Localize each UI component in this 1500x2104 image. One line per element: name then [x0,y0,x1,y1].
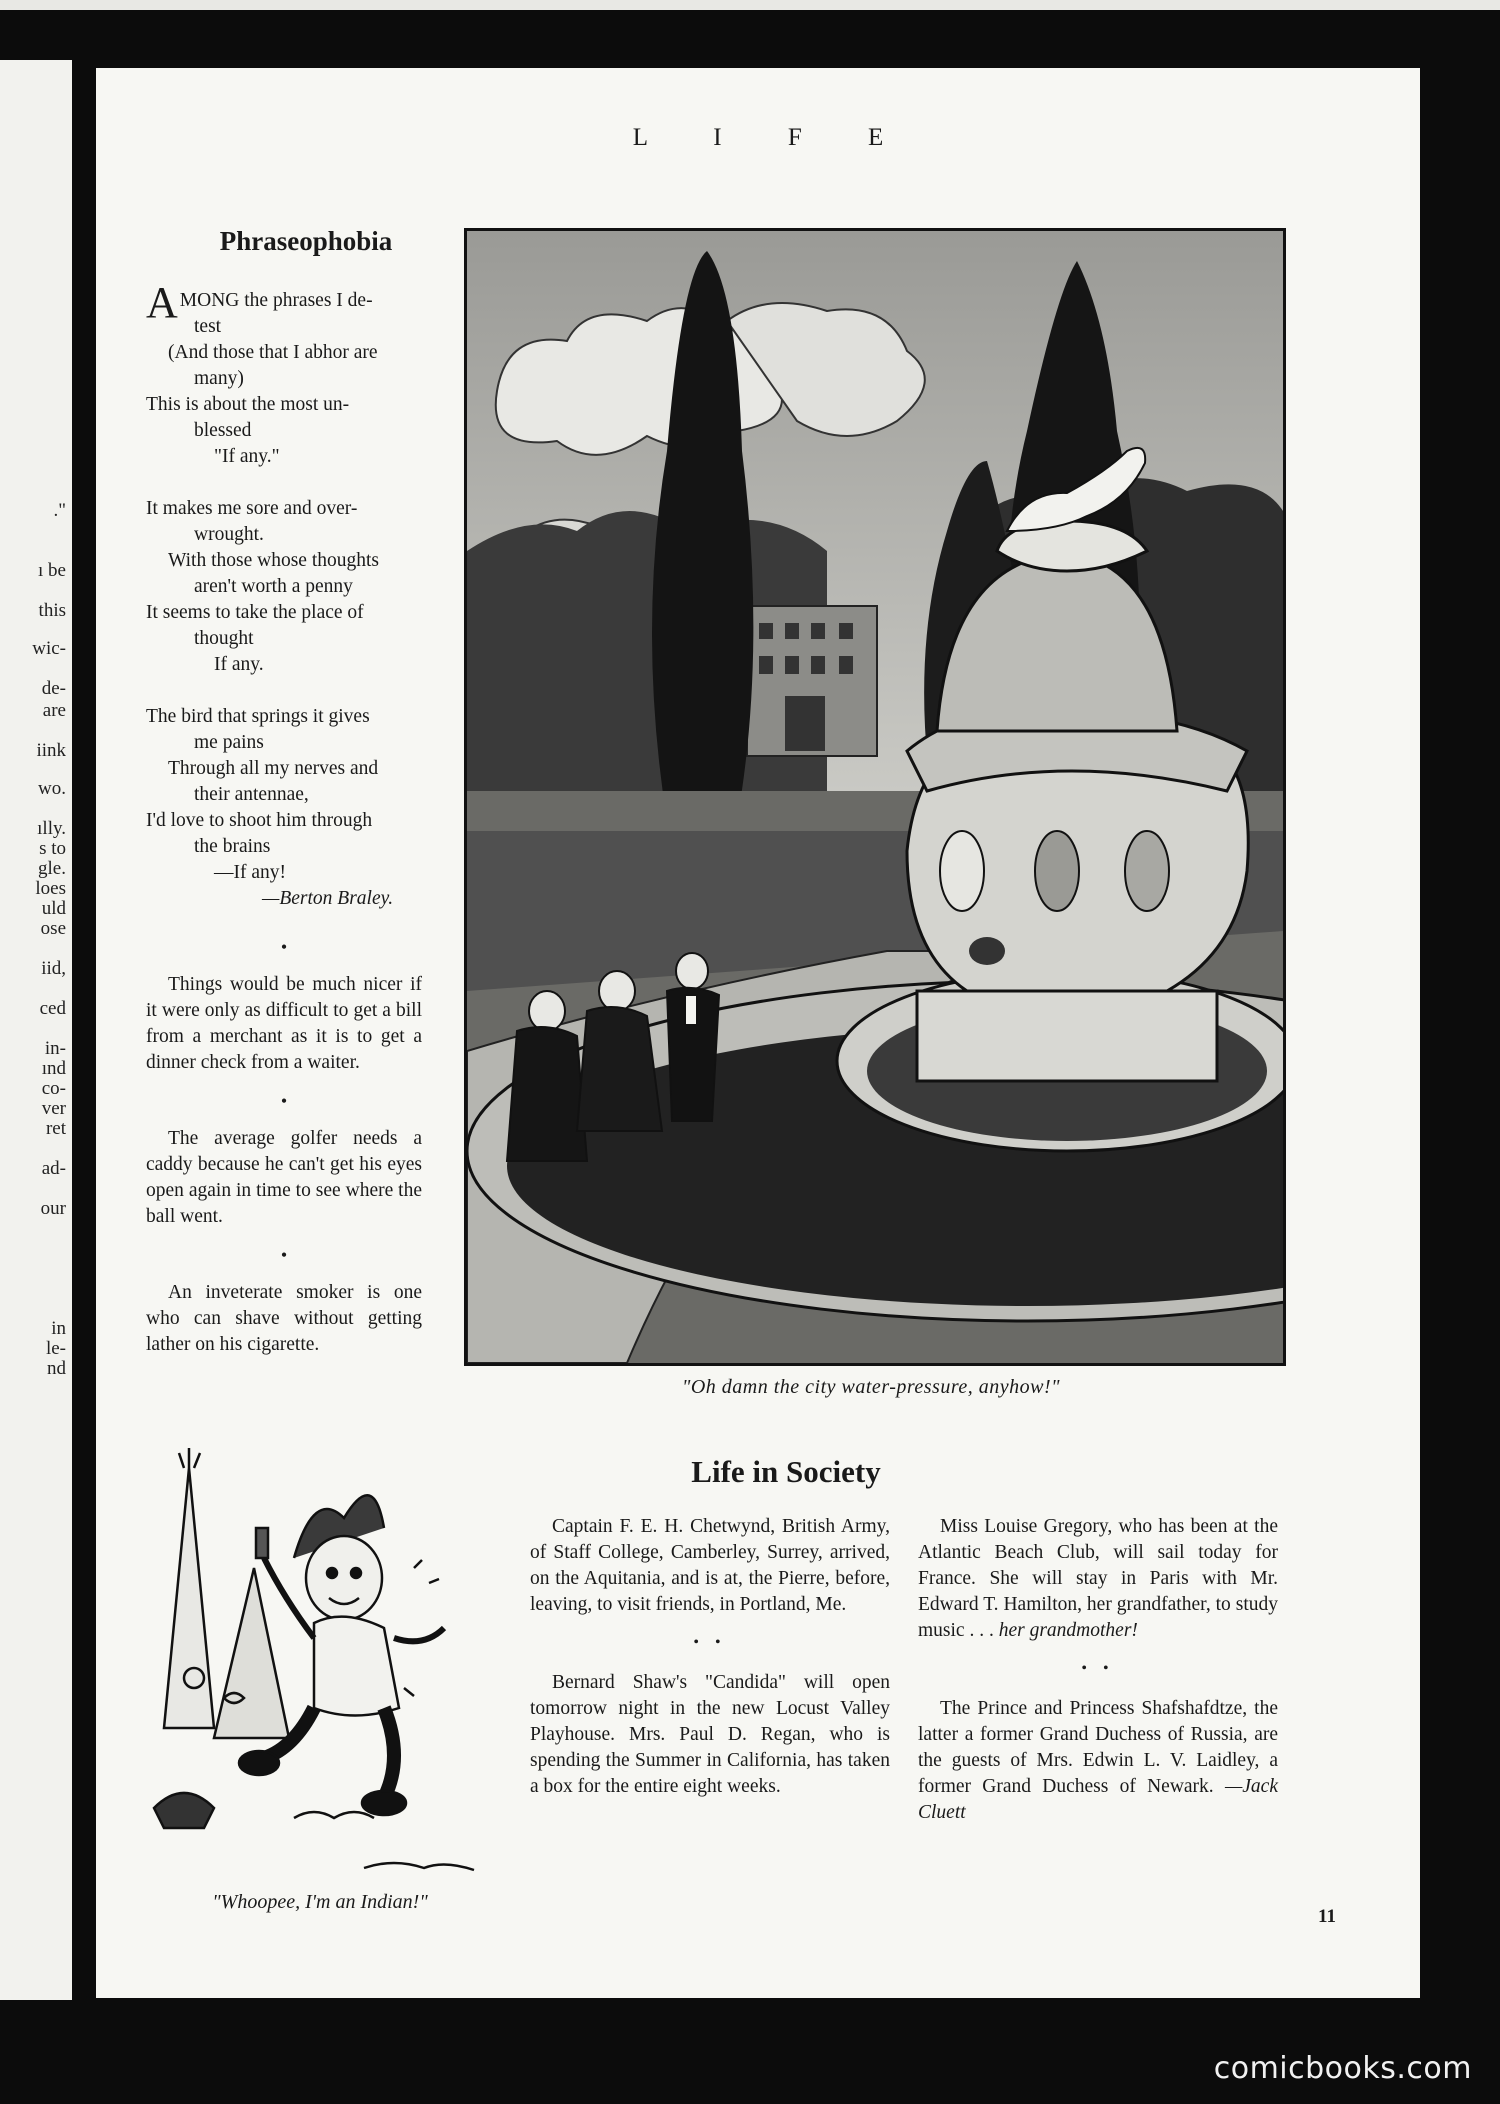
top-strip [0,0,1500,10]
society-item: Bernard Shaw's "Candida" will open tomorrow night in the new Locust Valley Playhouse. Mrs. Paul D. Regan, who is spending the Summer in California, has taken a box for the entire eight weeks. [530,1672,890,1797]
indian-caption: "Whoopee, I'm an Indian!" [212,1891,428,1913]
society-item-punchline: her grandmother! [998,1620,1138,1641]
poem-line-text: test [194,316,222,337]
poem-line [146,314,422,340]
society-item [918,1696,1278,1826]
poem-line-text: It seems to take the place of [146,602,364,623]
facing-page-text-fragment: uld [41,898,66,919]
indian-illustration [144,1448,496,1888]
poem-line-text: thought [194,628,254,649]
poem-line-text: This is about the most un- [146,394,350,415]
poem-stanza [146,704,422,886]
poem-line-text: "If any." [214,446,280,467]
poem-line [146,600,422,626]
magazine-page [96,68,1420,1998]
filler-paragraph: Things would be much nicer if it were only as difficult to get a bill from a merchant as it is to get a dinner check from a waiter. [146,974,422,1073]
facing-page-edge [0,60,72,2000]
separator-dots: • • [693,1634,727,1651]
separator-dot: • [280,937,288,957]
facing-page-text-fragment: this [38,600,66,621]
indian-cartoon [144,1448,496,1888]
facing-page-text-fragment: our [40,1198,66,1219]
poem-line-text: wrought. [194,524,264,545]
poem-line-text: (And those that I abhor are [168,342,378,363]
society-signature: —Jack Cluett [918,1776,1278,1823]
poem-line [146,834,422,860]
poem-line [146,548,422,574]
poem-line-text: their antennae, [194,784,309,805]
poem-line [146,860,422,886]
society-column-right [918,1514,1278,1826]
facing-page-text-fragment: ." [53,500,66,521]
poem-line [146,418,422,444]
separator-dots: • • [1081,1660,1115,1677]
poem-line [146,652,422,678]
poem-line [146,444,422,470]
poem-line-text: It makes me sore and over- [146,498,358,519]
facing-page-text-fragment: nd [47,1358,66,1379]
poem-line-text: blessed [194,420,252,441]
facing-page-text-fragment: le- [45,1338,66,1359]
facing-page-text-fragment: ı be [38,560,66,581]
running-head: L I F E [632,124,914,151]
facing-page-text-fragment: wo. [38,778,66,799]
poem-line-text: aren't worth a penny [194,576,353,597]
poem-line-text: the brains [194,836,271,857]
poem-column [146,278,422,1358]
poem-stanza [146,278,422,470]
poem-line [146,366,422,392]
separator-dot: • [280,1091,288,1111]
poem-byline: —Berton Braley. [262,888,394,909]
poem-line-text: Through all my nerves and [168,758,379,779]
poem-stanzas [146,278,422,886]
facing-page-text-fragment: iink [36,740,66,761]
poem-line-text: If any. [214,654,264,675]
facing-page-text-fragment: in- [44,1038,66,1059]
society-title: Life in Society [691,1454,881,1489]
filler-paragraph: The average golfer needs a caddy because he can't get his eyes open again in time to see where the ball went. [146,1128,422,1227]
society-item-text: Miss Louise Gregory, who has been at the Atlantic Beach Club, will sail today for France. She will stay in Paris with Mr. Edward T. Hamilton, her grandfather, to study music . . . [918,1516,1278,1641]
poem-line [146,522,422,548]
page-number: 11 [1318,1906,1336,1927]
poem-line-text: me pains [194,732,264,753]
cartoon-caption: "Oh damn the city water-pressure, anyhow!" [681,1376,1061,1398]
society-column-left [530,1514,890,1800]
facing-page-text-fragment: are [42,700,66,721]
poem-line-text: I'd love to shoot him through [146,810,373,831]
drop-cap: A [146,278,178,327]
society-item: Captain F. E. H. Chetwynd, British Army, of Staff College, Camberley, Surrey, arrived, on the Aquitania, and is at, the Pierre, before, leaving, to visit friends, in Portland, Me. [530,1516,890,1615]
poem-line [146,782,422,808]
fountain-cartoon [464,228,1286,1366]
poem-line-text: With those whose thoughts [168,550,379,571]
poem-line [146,626,422,652]
poem-line [146,574,422,600]
fountain-illustration [467,231,1283,1363]
separator-dot: • [280,1245,288,1265]
society-item [918,1514,1278,1644]
poem-line [146,392,422,418]
poem-line [146,496,422,522]
society-item-text: The Prince and Princess Shafshafdtze, the latter a former Grand Duchess of Russia, are the guests of Mrs. Edwin L. V. Laidley, a former Grand Duchess of Newark. [918,1698,1278,1797]
facing-page-text-fragment: ver [41,1098,66,1119]
facing-page-text-fragment: gle. [38,858,66,879]
poem-line-text: —If any! [214,862,287,883]
filler-paragraph: An inveterate smoker is one who can shave without getting lather on his cigarette. [146,1282,422,1355]
facing-page-text-fragment: ret [45,1118,66,1139]
poem-line-text: The bird that springs it gives [146,706,370,727]
poem-line [146,756,422,782]
facing-page-text-fragment: ose [40,918,66,939]
facing-page-text-fragment: de- [41,678,66,699]
poem-line-text: many) [194,368,244,389]
facing-page-text-fragment: co- [41,1078,66,1099]
poem-line [146,340,422,366]
poem-line [146,704,422,730]
facing-page-text-fragment: ced [39,998,66,1019]
facing-page-text-fragment: ad- [41,1158,66,1179]
poem-title: Phraseophobia [219,226,393,256]
facing-page-text-fragment: wic- [32,638,66,659]
poem-line [146,730,422,756]
facing-page-text-fragment: ılly. [37,818,66,839]
facing-page-text-fragment: ınd [41,1058,66,1079]
facing-page-text-fragment: in [51,1318,66,1339]
facing-page-text-fragment: s to [39,838,66,859]
poem-line [146,808,422,834]
poem-line-text: MONG the phrases I de- [179,290,373,311]
poem-stanza [146,496,422,678]
facing-page-text-fragment: loes [35,878,66,899]
watermark: comicbooks.com [1213,2051,1472,2086]
facing-page-text-fragment: iid, [41,958,66,979]
